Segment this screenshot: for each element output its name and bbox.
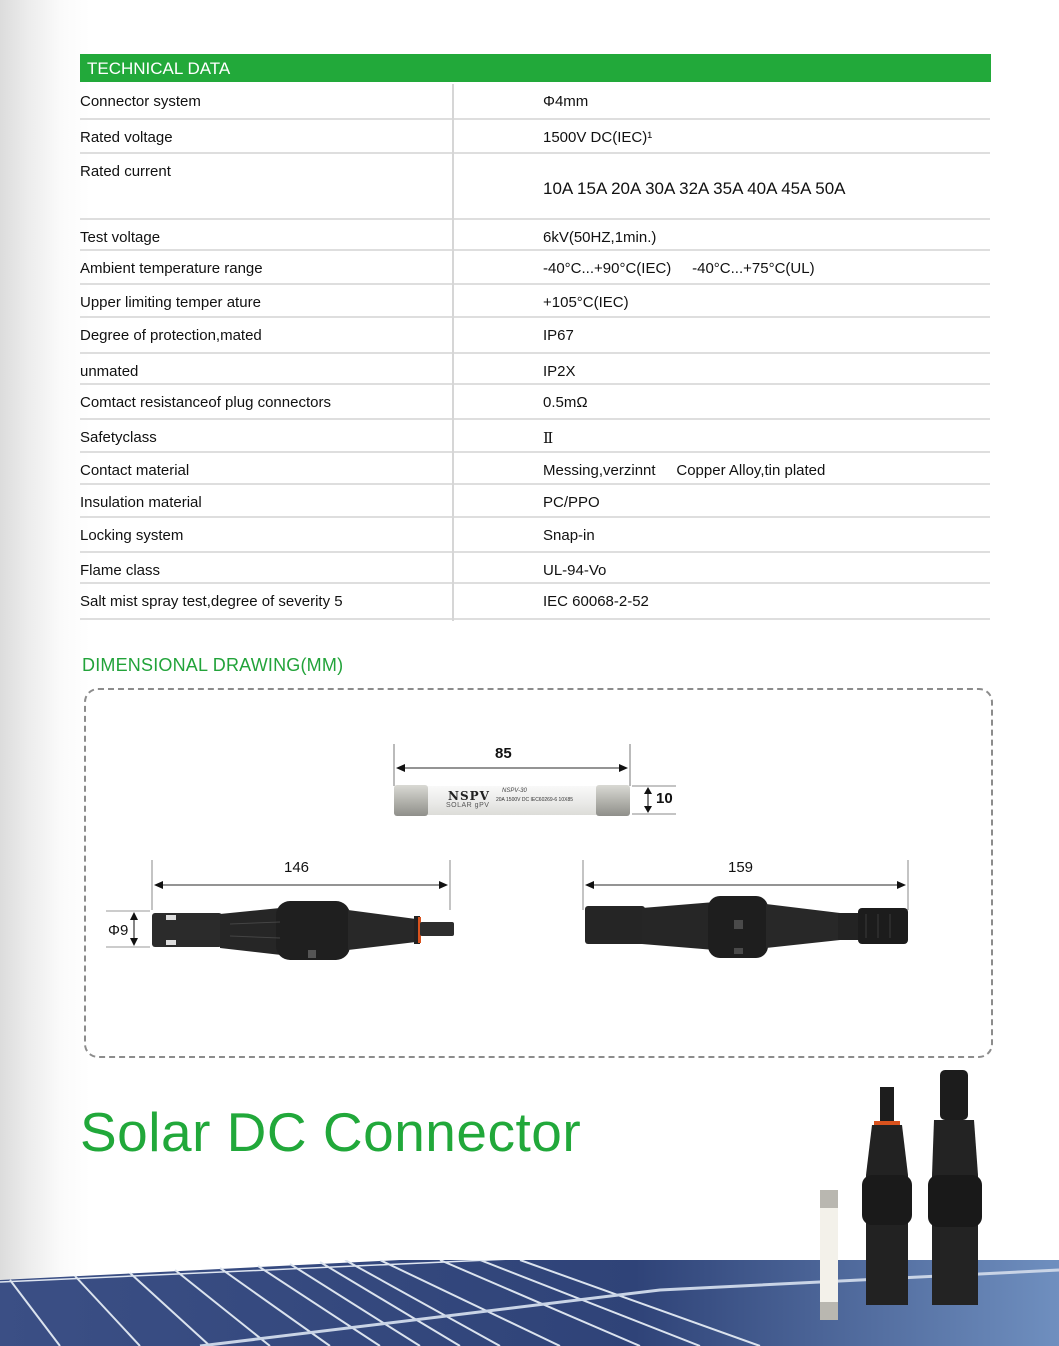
table-row: [80, 584, 990, 620]
spec-value: 10A 15A 20A 30A 32A 35A 40A 45A 50A: [543, 179, 846, 198]
spec-label: Comtact resistanceof plug connectors: [80, 394, 331, 411]
spec-label: Ambient temperature range: [80, 260, 263, 277]
table-row: [80, 518, 990, 553]
fuse-brand: NSPV: [448, 789, 490, 803]
female-connector-length-label: 159: [728, 859, 754, 876]
hero-title: Solar DC Connector: [80, 1101, 582, 1163]
fuse-image: [394, 786, 630, 815]
spec-value: Snap-in: [543, 527, 595, 544]
spec-label: Insulation material: [80, 494, 202, 511]
table-row: [80, 84, 990, 120]
table-row: [80, 220, 990, 251]
table-row: [80, 154, 990, 220]
table-row: [80, 318, 990, 354]
fuse-diameter-label: 10: [656, 790, 673, 807]
spec-label: Rated voltage: [80, 129, 173, 146]
spec-value: PC/PPO: [543, 494, 600, 511]
spec-value: IP2X: [543, 363, 576, 380]
spec-label: Test voltage: [80, 229, 161, 246]
spec-label: unmated: [80, 363, 139, 380]
spec-value: Ⅱ: [543, 429, 554, 447]
fuse-end-cap: [596, 785, 630, 816]
spec-value: -40°C...+90°C(IEC) -40°C...+75°C(UL): [543, 260, 815, 277]
spec-value: IEC 60068-2-52: [543, 593, 649, 610]
column-divider: [452, 84, 454, 621]
spec-value: 0.5mΩ: [543, 394, 588, 411]
spec-value: Φ4mm: [543, 93, 589, 110]
spec-label: Safetyclass: [80, 429, 157, 446]
spec-value: +105°C(IEC): [543, 294, 629, 311]
table-row: [80, 485, 990, 518]
male-connector-length-label: 146: [284, 859, 310, 876]
spec-value: Messing,verzinnt Copper Alloy,tin plated: [543, 462, 826, 479]
dimensional-drawing-title: DIMENSIONAL DRAWING(MM): [82, 655, 344, 675]
spec-label: Contact material: [80, 462, 190, 479]
spec-label: Rated current: [80, 163, 171, 180]
technical-data-table: [80, 84, 990, 620]
spec-value: UL-94-Vo: [543, 562, 607, 579]
spec-value: 6kV(50HZ,1min.): [543, 229, 657, 246]
table-row: [80, 385, 990, 420]
spec-label: Connector system: [80, 93, 201, 110]
spec-label: Locking system: [80, 527, 184, 544]
spec-value: 1500V DC(IEC)¹: [543, 129, 653, 146]
table-row: [80, 354, 990, 385]
spec-value: IP67: [543, 327, 574, 344]
fuse-model: NSPV-30: [502, 788, 527, 794]
table-row: [80, 420, 990, 453]
fuse-sub-label: SOLAR gPV: [446, 802, 490, 809]
fuse-end-cap: [394, 785, 428, 816]
product-photo: [810, 1065, 1010, 1346]
fuse-length-label: 85: [495, 745, 512, 762]
table-row: [80, 285, 990, 318]
spec-label: Flame class: [80, 562, 161, 579]
table-row: [80, 553, 990, 584]
table-row: [80, 120, 990, 154]
spec-label: Salt mist spray test,degree of severity 5: [80, 593, 343, 610]
fuse-spec: 20A 1500V DC IEC60269-6 10X85: [496, 797, 573, 803]
spec-label: Degree of protection,mated: [80, 327, 262, 344]
male-connector-diameter-label: Φ9: [108, 922, 129, 939]
table-row: [80, 251, 990, 285]
spec-label: Upper limiting temper ature: [80, 294, 261, 311]
table-row: [80, 453, 990, 485]
technical-data-header: TECHNICAL DATA: [80, 54, 991, 82]
